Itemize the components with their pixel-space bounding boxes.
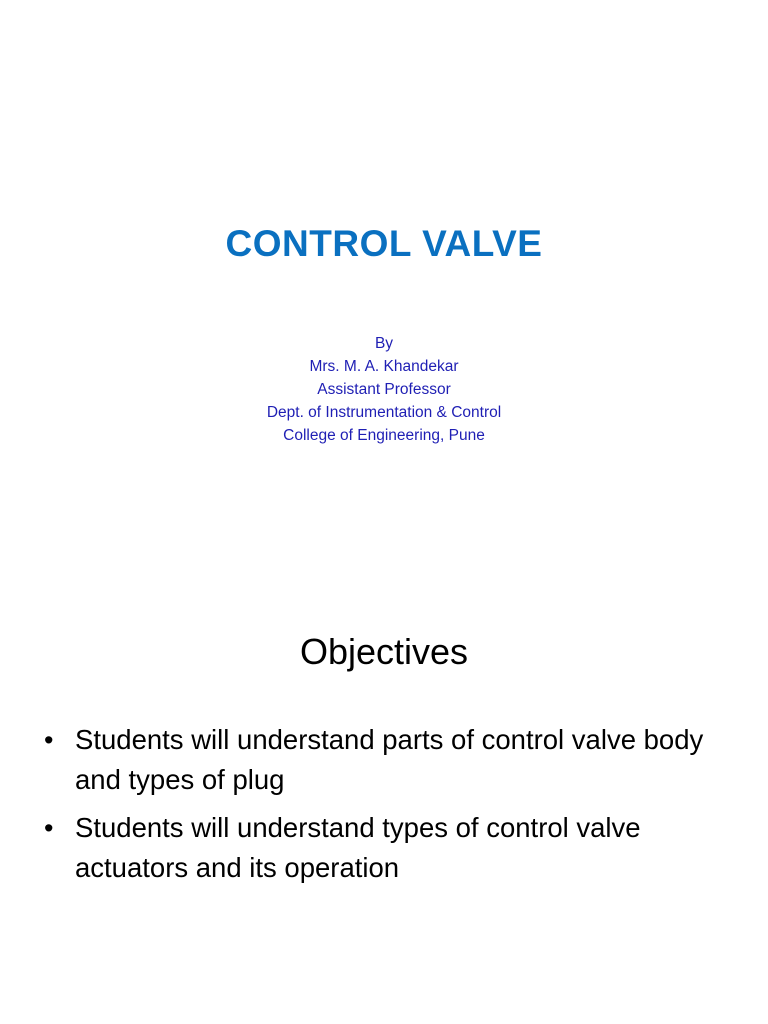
author-department: Dept. of Instrumentation & Control bbox=[266, 404, 502, 421]
author-by-line: By bbox=[374, 335, 394, 352]
author-designation: Assistant Professor bbox=[317, 381, 451, 398]
objectives-list bbox=[42, 720, 742, 896]
bullet-icon: • bbox=[44, 725, 54, 755]
slide-title: CONTROL VALVE bbox=[225, 223, 543, 264]
objective-text: Students will understand types of control valve actuators and its operation bbox=[75, 812, 641, 883]
objective-item bbox=[42, 720, 742, 800]
objective-text: Students will understand parts of control valve body and types of plug bbox=[75, 724, 704, 795]
author-name: Mrs. M. A. Khandekar bbox=[309, 358, 459, 375]
objectives-slide bbox=[0, 512, 768, 1024]
author-college: College of Engineering, Pune bbox=[283, 427, 485, 444]
objective-item bbox=[42, 808, 742, 888]
objectives-title: Objectives bbox=[299, 631, 469, 672]
bullet-icon: • bbox=[44, 813, 54, 843]
author-block bbox=[0, 332, 768, 447]
